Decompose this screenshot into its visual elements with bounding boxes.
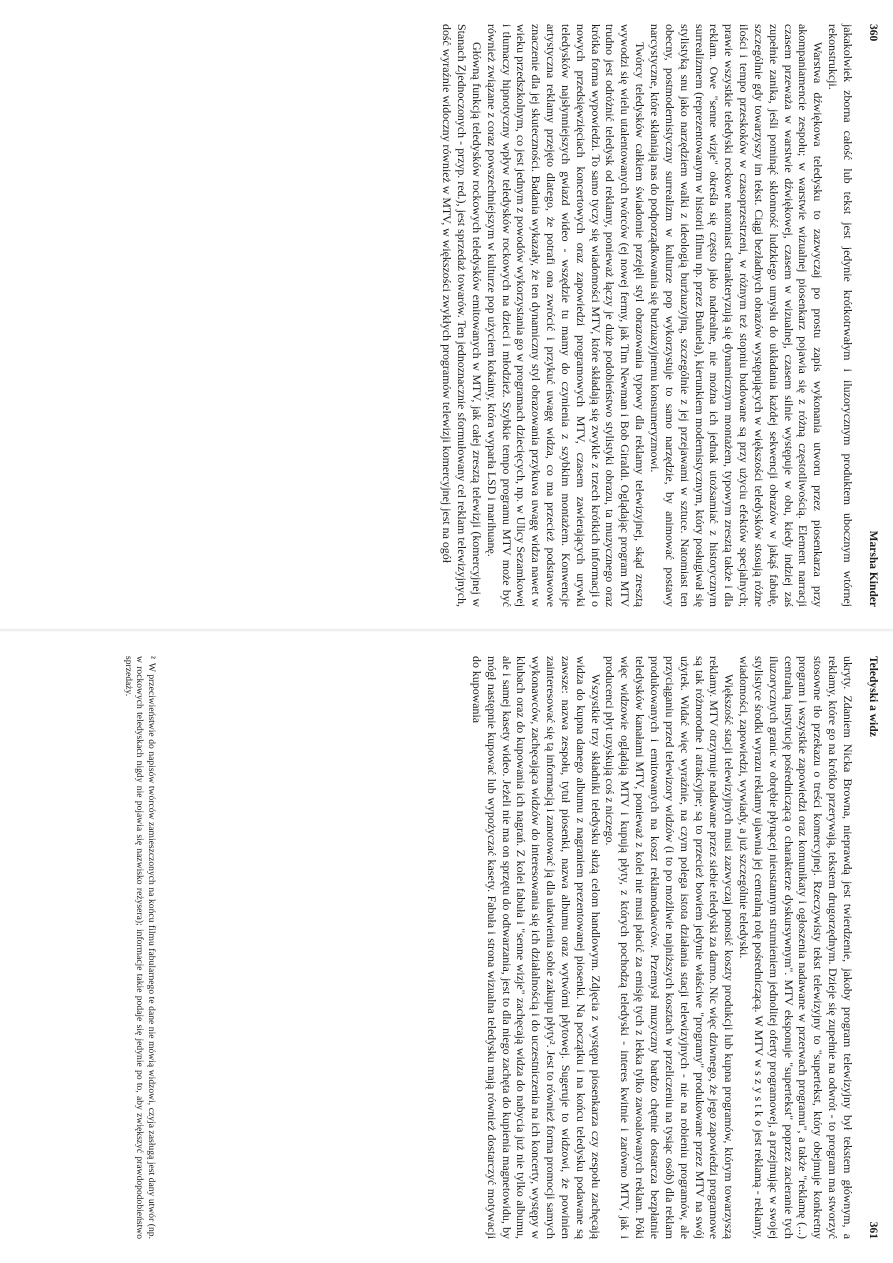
footnote bbox=[122, 656, 157, 1239]
paragraph: Twórcy teledysków całkiem świadomie przejęli styl obrazowania typowy dla reklamy telewizyjnej, skąd zresztą wywodzi się wielu utalentowanych twórców (ej nowej fermy, jak Tim Newman i Bob Giraldi. Oglądając program MTV trudno jest odróżnić teledysk od reklamy, ponieważ łączy je duże podobieństwo stylistyki obrazu, ta muzycznego oraz krótka forma wypowiedzi. To samo tyczy się wiadomości MTV, które składają się zwykle z trzech krótkich informacji o nowych przedsięwzięciach koncertowych oraz zapowiedzi programowych MTV, czasem zawierających urywki teledysków najsłynniejszych gwiazd wideo - wszędzie tu mamy do czynienia z szybkim montażem. Konwencje artystyczna reklamy przejęto dlatego, że potrafi ona zwrócić i przykuć uwagę widza, co ma przecież podstawowe znaczenie dla jej skuteczności. Badania wykazały, że ten dynamiczny styl obrazowania przykuwa uwagę widza nawet w wieku przedszkolnym, co jest jednym z powodów wykorzystania go w programach dziecięcych, np. w Ulicy Sezamkowej i tłumaczy hipnotyczny wpływ teledysków rockowych na dzieci i młodzież. Szybkie tempo programu MTV może być również związane z coraz powszechniejszym w kulturze pop użyciem kokainy, która wyparła LSD i marihuanę. bbox=[484, 24, 648, 607]
right-page-body bbox=[469, 656, 855, 1239]
running-head: Marsha Kinder bbox=[867, 530, 879, 607]
left-page-header bbox=[863, 24, 879, 607]
right-page-header bbox=[863, 656, 879, 1239]
running-head: Teledyski a widz bbox=[867, 656, 879, 737]
left-page-body bbox=[439, 24, 855, 607]
paragraph: ukryty. Zdaniem Nicka Browna, nieprawdą jest twierdzenie, jakoby program telewizyjny był tekstem głównym, a reklamy, które go na krótko przerywają, tekstem drugorzędnym. Dzieje się zupełnie na odwrót - to program ma stworzyć stosowne tło przekazu o treści komercyjnej. Rzeczywisty tekst telewizyjny to "supertekst, który obejmuje konkretny program i wszystkie zapowiedzi oraz komunikaty i ogłoszenia nadawane w przerwach programu", a także "reklamę (...) centralną instytucję pośredniczącą o charakterze dyskursywnym". MTV eksponuje "supertekst" poprzez zacieranie tych iluzorycznych granic w obrębie płynącej nieustannym strumieniem jednolitej oferty programowej, a przejmując w swojej stylistyce środki wyrazu reklamy ujawnia jej centralną rolę pośredniczącą. W MTV w s z y s t k o jest reklamą - reklamy, wiadomości, zapowiedzi, wywiady, a już szczególnie teledyski. bbox=[737, 656, 855, 1239]
footnote-text: W przeciwieństwie do napisów twórców zamieszczonych na końcu filmu fabularnego te dane nie mówią widzowi, czyja zasługą jest dany utwór (np. w rockowych teledyskach nigdy nie pojawia się nazwisko reżysera); informacje takie podaje się jedynie po to, aby zwiększyć prawdopodobieństwo sprzedaży. bbox=[122, 656, 157, 1239]
paragraph: jakakolwiek zborna całość lub tekst jest jedynie krótkotrwałym i iluzorycznym produktem ubocznym wtórnej rekonstrukcji. bbox=[826, 24, 855, 607]
page-number: 360 bbox=[867, 24, 879, 42]
page-number: 361 bbox=[867, 1221, 879, 1239]
paragraph: Większość stacji telewizyjnych musi zazwyczaj ponosić koszty produkcji lub kupna programów, którym towarzyszą reklamy. MTV otrzymuje nadawane przez siebie teledyski za darmo. Nic więc dziwnego, że jego zapowiedzi programowe są tak różnorodne i atrakcyjne; są to przecież bowiem jedynie właściwe "programy" produkowane przez MTV na swój użytek. Widać więc wyraźnie, na czym polega istota działania stacji telewizyjnych - nie na robieniu programów, ale przyciąganiu przed telewizory widzów (i to po możliwie najniższych kosztach w przeliczeniu na tysiąc osób) dla reklam produkowanych i emitowanych na koszt reklamodawców. Przemysł muzyczny bardzo chętnie dostarcza bezpłatnie teledysków kanałami MTV, ponieważ z kolei nie musi płacić za emisję tych z lekka tylko zawoalowanych reklam. Póki więc widzowie oglądają MTV i kupują płyty, z których pochodzą teledyski - interes kwitnie i zarówno MTV, jak i producenci płyt uzyskują coś z niczego. bbox=[603, 656, 737, 1239]
paragraph: Wszystkie trzy składniki teledysku służą celom handlowym. Zdjęcia z występu piosenkarza czy zespołu zachęcają widza do kupna danego albumu z nagraniem prezentowanej piosenki. Na początku i na końcu teledysku podawane są zawsze: nazwa zespołu, tytuł piosenki, nazwa albumu oraz wytwórni płytowej. Sugeruje to widzowi, że powinien zainteresować się tą informacją i zanotować ją dla ułatwienia sobie zakupu płyty². Jest to również forma promocji samych wykonawców, zachęcająca widzów do interesowania się ich działalnością i do uczestniczenia na ich koncerty, występy w klubach oraz do kupowania ich nagrań. Z kolei fabuła i "senne wizje" zachęcają widza do nabycia już nie tylko albumu, ale i samej kasety wideo. Jeżeli nie ma on sprzętu do odtwarzania, jest to dla niego zachęta do kupienia magnetowidu, by mógł następnie kupować lub wypożyczać kasety. Fabuła i strona wizualna teledysku mają również dostarczyć motywacji do kupowania bbox=[469, 656, 603, 1239]
paragraph: Główną funkcją teledysków rockowych teledysków emitowanych w MTV, jak całej zresztą telewizji (komercyjnej w Stanach Zjednoczonych - przyp. red.), jest sprzedaż towarów. Ten jednoznacznie sformułowany cel reklam telewizyjnych, dość wyraźnie widoczny również w MTV, w większości zwykłych programów telewizji komercyjnej jest na ogół bbox=[440, 24, 484, 607]
left-page bbox=[0, 0, 893, 631]
right-page bbox=[0, 632, 893, 1263]
paragraph: Warstwa dźwiękowa teledysku to zazwyczaj po prostu zapis wykonania utworu przez piosenkarza przy akompaniamencie zespołu; w warstwie wizualnej piosenkarz pojawia się z różną częstotliwością. Element narracji czasem przeważa w warstwie dźwiękowej, czasem w wizualnej, czasem silnie występuje w obu, kiedy indziej zaś zupełnie zanika, jeśli pominąć skłonność ludzkiego umysłu do układania każdej sekwencji obrazów w jakąś fabułę, szczególnie gdy towarzyszy im tekst. Ciągi bezładnych obrazów występujących w większości teledysków stosują różne ilości i tempo przeskoków w czasoprzestrzeni, w różnym też stopniu budowane są przy użyciu efektów specjalnych; prawie wszystkie teledyski rockowe natomiast charakteryzują się dynamicznym montażem, typowym zresztą także i dla reklam. Owe "senne wizje" określa się często jako nadrealne, nie można ich jednak utożsamiać z historycznym surrealizmem (reprezentowanym w historii filmu np. przez Buñuela), kierunkiem modernistycznym, który posługiwał się stylistyką snu jako narzędziem walki z ideologią burżuazyjną, szczególnie z jej przejawami w sztuce. Natomiast ten obecny, postmodernistyczny surrealizm w kulturze pop wykorzystuje to samo narzędzie, by animować postawy narcystyczne, które skłaniają nas do podporządkowania się burżuazyjnemu konsumeryzmowi. bbox=[648, 24, 826, 607]
footnote-mark: ² bbox=[146, 656, 157, 659]
